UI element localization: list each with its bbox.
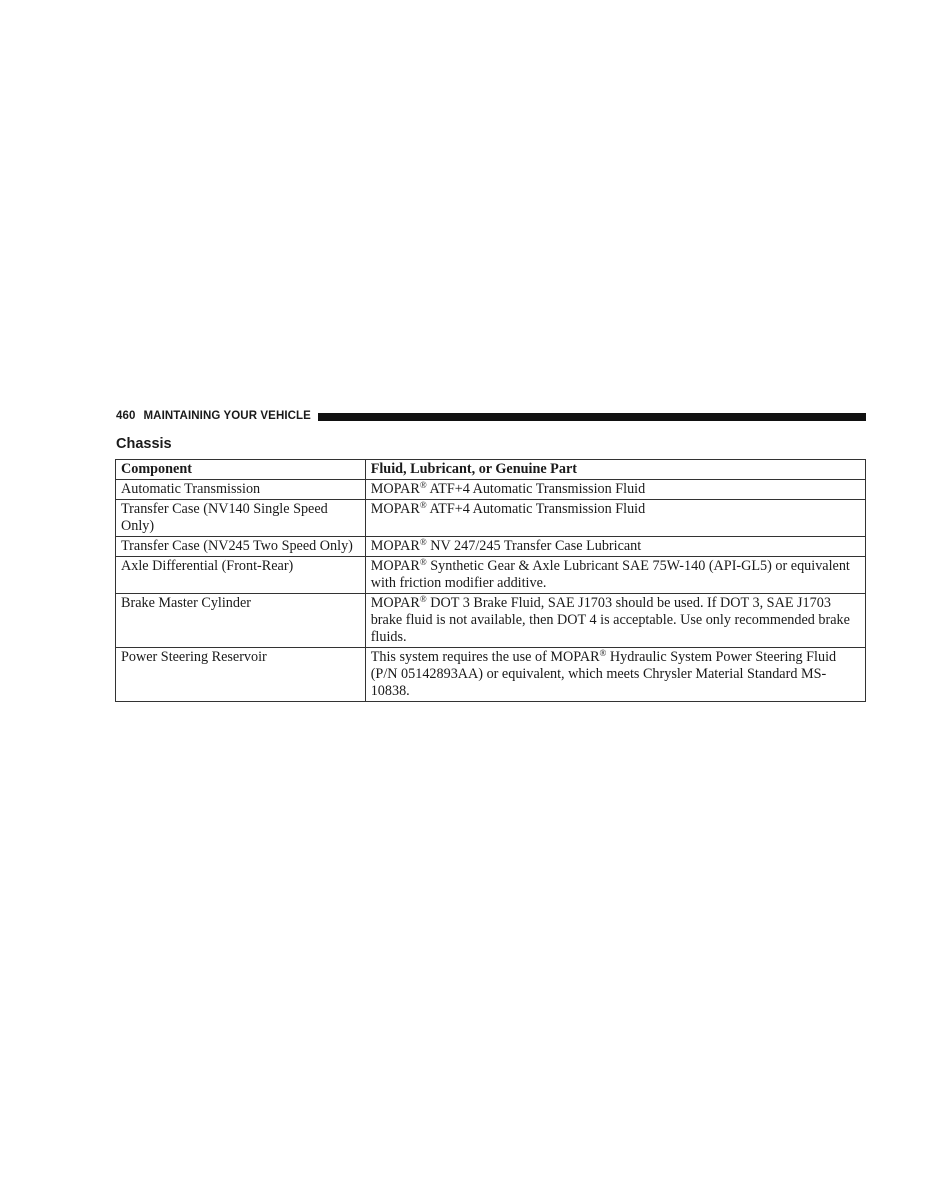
fluid-cell: MOPAR® NV 247/245 Transfer Case Lubricant — [365, 537, 865, 557]
registered-mark: ® — [419, 537, 427, 547]
component-cell: Power Steering Reservoir — [116, 648, 366, 702]
registered-mark: ® — [599, 648, 607, 658]
table-row — [116, 500, 866, 537]
section-title: Chassis — [116, 436, 172, 452]
table-row — [116, 594, 866, 648]
table-row — [116, 648, 866, 702]
component-cell: Axle Differential (Front-Rear) — [116, 557, 366, 594]
table-row — [116, 480, 866, 500]
registered-mark: ® — [419, 500, 427, 510]
section-name: MAINTAINING YOUR VEHICLE — [143, 410, 311, 422]
column-header-component: Component — [116, 460, 366, 480]
chassis-fluids-table — [115, 459, 866, 702]
fluid-cell: MOPAR® ATF+4 Automatic Transmission Fluid — [365, 500, 865, 537]
fluid-cell: MOPAR® ATF+4 Automatic Transmission Fluid — [365, 480, 865, 500]
component-cell: Automatic Transmission — [116, 480, 366, 500]
component-cell: Brake Master Cylinder — [116, 594, 366, 648]
fluid-cell: This system requires the use of MOPAR® Hydraulic System Power Steering Fluid (P/N 05142893AA) or equivalent, which meets Chrysler Material Standard MS-10838. — [365, 648, 865, 702]
column-header-fluid: Fluid, Lubricant, or Genuine Part — [365, 460, 865, 480]
table-row — [116, 537, 866, 557]
running-header — [116, 409, 866, 423]
page-number: 460 — [116, 410, 136, 422]
fluid-cell: MOPAR® DOT 3 Brake Fluid, SAE J1703 should be used. If DOT 3, SAE J1703 brake fluid is not available, then DOT 4 is acceptable. Use only recommended brake fluids. — [365, 594, 865, 648]
header-rule — [318, 413, 866, 421]
table-header-row — [116, 460, 866, 480]
table-row — [116, 557, 866, 594]
component-cell: Transfer Case (NV140 Single Speed Only) — [116, 500, 366, 537]
component-cell: Transfer Case (NV245 Two Speed Only) — [116, 537, 366, 557]
registered-mark: ® — [419, 594, 427, 604]
registered-mark: ® — [419, 480, 427, 490]
registered-mark: ® — [419, 557, 427, 567]
fluid-cell: MOPAR® Synthetic Gear & Axle Lubricant SAE 75W-140 (API-GL5) or equivalent with friction modifier additive. — [365, 557, 865, 594]
